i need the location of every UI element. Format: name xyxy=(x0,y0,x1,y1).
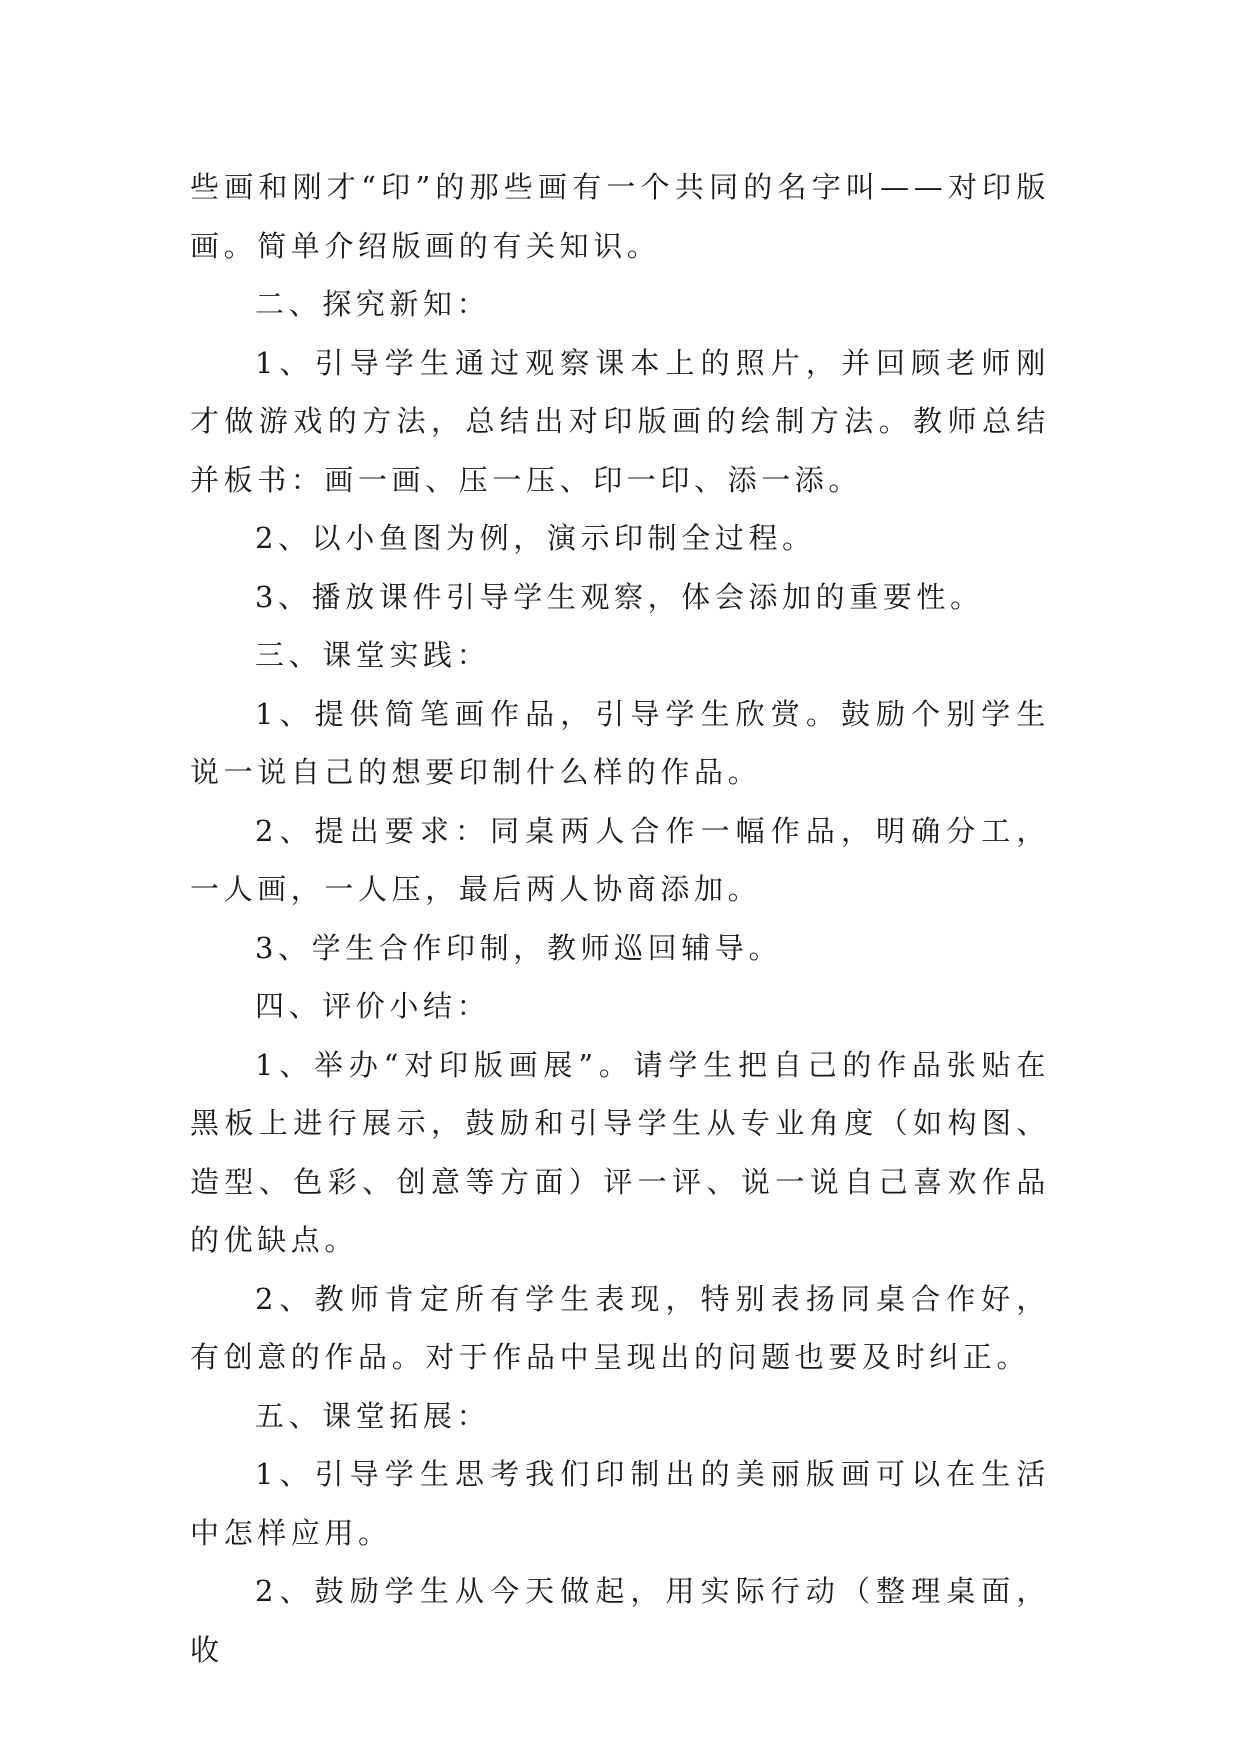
document-body xyxy=(190,158,1050,1679)
paragraph: 3、学生合作印制，教师巡回辅导。 xyxy=(255,930,783,965)
paragraph: 1、引导学生通过观察课本上的照片，并回顾老师刚才做游戏的方法，总结出对印版画的绘制方法。教师总结并板书：画一画、压一压、印一印、添一添。 xyxy=(190,345,1050,497)
paragraph: 1、举办“对印版画展”。请学生把自己的作品张贴在黑板上进行展示，鼓励和引导学生从专业角度（如构图、造型、色彩、创意等方面）评一评、说一说自己喜欢作品的优缺点。 xyxy=(190,1047,1050,1257)
section-heading-2: 二、探究新知： xyxy=(255,287,491,321)
paragraph: 2、教师肯定所有学生表现，特别表扬同桌合作好，有创意的作品。对于作品中呈现出的问题也要及时纠正。 xyxy=(190,1281,1050,1374)
paragraph-continuation: 些画和刚才“印”的那些画有一个共同的名字叫——对印版画。简单介绍版画的有关知识。 xyxy=(190,170,1050,263)
paragraph: 2、提出要求：同桌两人合作一幅作品，明确分工，一人画，一人压，最后两人协商添加。 xyxy=(190,813,1050,906)
paragraph: 2、鼓励学生从今天做起，用实际行动（整理桌面，收 xyxy=(190,1574,1050,1667)
section-heading-4: 四、评价小结： xyxy=(255,989,491,1023)
paragraph: 3、播放课件引导学生观察，体会添加的重要性。 xyxy=(255,579,984,614)
section-heading-3: 三、课堂实践： xyxy=(255,638,491,672)
paragraph: 1、提供简笔画作品，引导学生欣赏。鼓励个别学生说一说自己的想要印制什么样的作品。 xyxy=(190,696,1050,789)
paragraph: 1、引导学生思考我们印制出的美丽版画可以在生活中怎样应用。 xyxy=(190,1457,1050,1550)
section-heading-5: 五、课堂拓展： xyxy=(255,1398,491,1433)
paragraph: 2、以小鱼图为例，演示印制全过程。 xyxy=(255,521,816,555)
